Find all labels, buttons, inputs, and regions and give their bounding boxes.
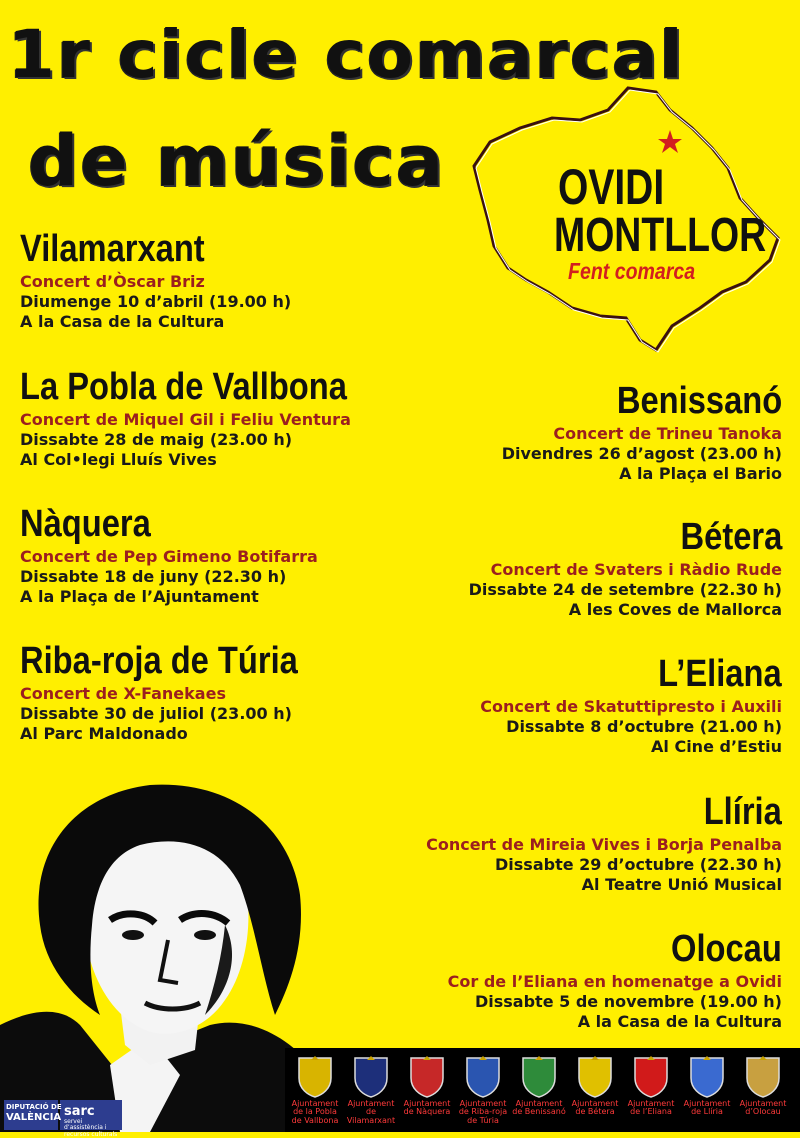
event-concert: Concert de Pep Gimeno Botifarra	[20, 546, 318, 566]
event-town: Riba-roja de Túria	[20, 640, 298, 682]
event-olocau	[448, 930, 782, 1032]
crest-riba-roja	[455, 1054, 511, 1125]
event-town: Llíria	[703, 791, 782, 833]
event-date: Dissabte 29 d’octubre (22.30 h)	[495, 854, 782, 874]
event-betera	[469, 518, 782, 620]
event-concert: Concert de Trineu Tanoka	[553, 423, 782, 443]
event-place: A les Coves de Mallorca	[568, 599, 782, 619]
event-place: A la Plaça el Bario	[619, 463, 782, 483]
shield-icon	[296, 1054, 334, 1098]
event-place: Al Cine d’Estiu	[651, 736, 782, 756]
crest-betera	[567, 1054, 623, 1117]
event-town: Nàquera	[20, 503, 151, 545]
sarc-subtitle: servei d’assistència i recursos culturals	[64, 1118, 118, 1138]
shield-icon	[408, 1054, 446, 1098]
logo-name-last: MONTLLOR	[554, 209, 767, 262]
event-lliria	[426, 793, 782, 895]
event-place: Al Parc Maldonado	[20, 723, 188, 743]
crest-naquera	[399, 1054, 455, 1117]
event-town: L’Eliana	[658, 653, 782, 695]
sponsor-logos	[4, 1100, 122, 1138]
event-place: Al Teatre Unió Musical	[581, 874, 782, 894]
event-town: Benissanó	[616, 380, 782, 422]
shield-icon	[744, 1054, 782, 1098]
crest-label: Ajuntament de Llíria	[683, 1099, 731, 1117]
crest-label: Ajuntament de Benissanó	[512, 1099, 566, 1117]
crest-label: Ajuntament de la Pobla de Vallbona	[291, 1099, 339, 1125]
event-town: La Pobla de Vallbona	[20, 366, 347, 408]
logo-name-first: OVIDI	[558, 159, 665, 215]
crest-lliria	[679, 1054, 735, 1117]
crest-label: Ajuntament de Nàquera	[403, 1099, 451, 1117]
crest-vilamarxant	[343, 1054, 399, 1125]
event-concert: Concert de Skatuttipresto i Auxili	[480, 696, 782, 716]
crest-olocau	[735, 1054, 791, 1117]
shield-icon	[464, 1054, 502, 1098]
diputacio-valencia-logo	[6, 1104, 62, 1123]
shield-icon	[576, 1054, 614, 1098]
event-concert: Concert d’Òscar Briz	[20, 271, 205, 291]
crest-label: Ajuntament de Vilamarxant	[346, 1099, 396, 1125]
crest-pobla-de-vallbona	[287, 1054, 343, 1125]
event-leliana	[480, 655, 782, 757]
event-date: Dissabte 18 de juny (22.30 h)	[20, 566, 287, 586]
shield-icon	[632, 1054, 670, 1098]
event-vilamarxant	[20, 230, 291, 332]
crest-label: Ajuntament de Bétera	[571, 1099, 619, 1117]
event-town: Olocau	[671, 928, 782, 970]
event-place: A la Plaça de l’Ajuntament	[20, 586, 259, 606]
shield-icon	[520, 1054, 558, 1098]
event-town: Bétera	[680, 516, 782, 558]
event-concert: Concert de Mireia Vives i Borja Penalba	[426, 834, 782, 854]
ovidi-portrait	[0, 775, 330, 1132]
event-concert: Concert de Miquel Gil i Feliu Ventura	[20, 409, 351, 429]
event-date: Divendres 26 d’agost (23.00 h)	[501, 443, 782, 463]
event-date: Diumenge 10 d’abril (19.00 h)	[20, 291, 292, 311]
event-date: Dissabte 5 de novembre (19.00 h)	[474, 991, 782, 1011]
event-place: Al Col•legi Lluís Vives	[20, 449, 217, 469]
diputacio-line2: VALÈNCIA	[6, 1111, 62, 1123]
event-date: Dissabte 8 d’octubre (21.00 h)	[506, 716, 782, 736]
event-date: Dissabte 28 de maig (23.00 h)	[20, 429, 293, 449]
event-concert: Concert de X-Fanekaes	[20, 683, 226, 703]
diputacio-line1: DIPUTACIÓ DE	[6, 1103, 62, 1111]
event-riba-roja-de-turia	[20, 642, 343, 744]
red-star-icon	[658, 130, 682, 153]
event-place: A la Casa de la Cultura	[20, 311, 225, 331]
ovidi-montllor-logo	[460, 70, 790, 370]
logo-subtitle: Fent comarca	[568, 258, 696, 284]
event-date: Dissabte 24 de setembre (22.30 h)	[468, 579, 782, 599]
crest-label: Ajuntament de Riba-roja de Túria	[458, 1099, 508, 1125]
event-town: Vilamarxant	[20, 228, 205, 270]
crest-label: Ajuntament d’Olocau	[739, 1099, 787, 1117]
crest-benissano	[511, 1054, 567, 1117]
shield-icon	[688, 1054, 726, 1098]
crest-leliana	[623, 1054, 679, 1117]
municipal-crests-bar	[285, 1048, 800, 1132]
crest-label: Ajuntament de l’Eliana	[627, 1099, 675, 1117]
event-concert: Concert de Svaters i Ràdio Rude	[490, 559, 782, 579]
event-place: A la Casa de la Cultura	[577, 1011, 782, 1031]
event-concert: Cor de l’Eliana en homenatge a Ovidi	[447, 971, 782, 991]
shield-icon	[352, 1054, 390, 1098]
title-line-2: de música	[28, 120, 446, 202]
title-line-1: 1r cicle comarcal	[8, 16, 685, 93]
sarc-logo: sarc	[64, 1104, 95, 1119]
event-date: Dissabte 30 de juliol (23.00 h)	[20, 703, 292, 723]
event-benissano	[502, 382, 782, 484]
event-naquera	[20, 505, 318, 607]
event-la-pobla-de-vallbona	[20, 368, 400, 470]
